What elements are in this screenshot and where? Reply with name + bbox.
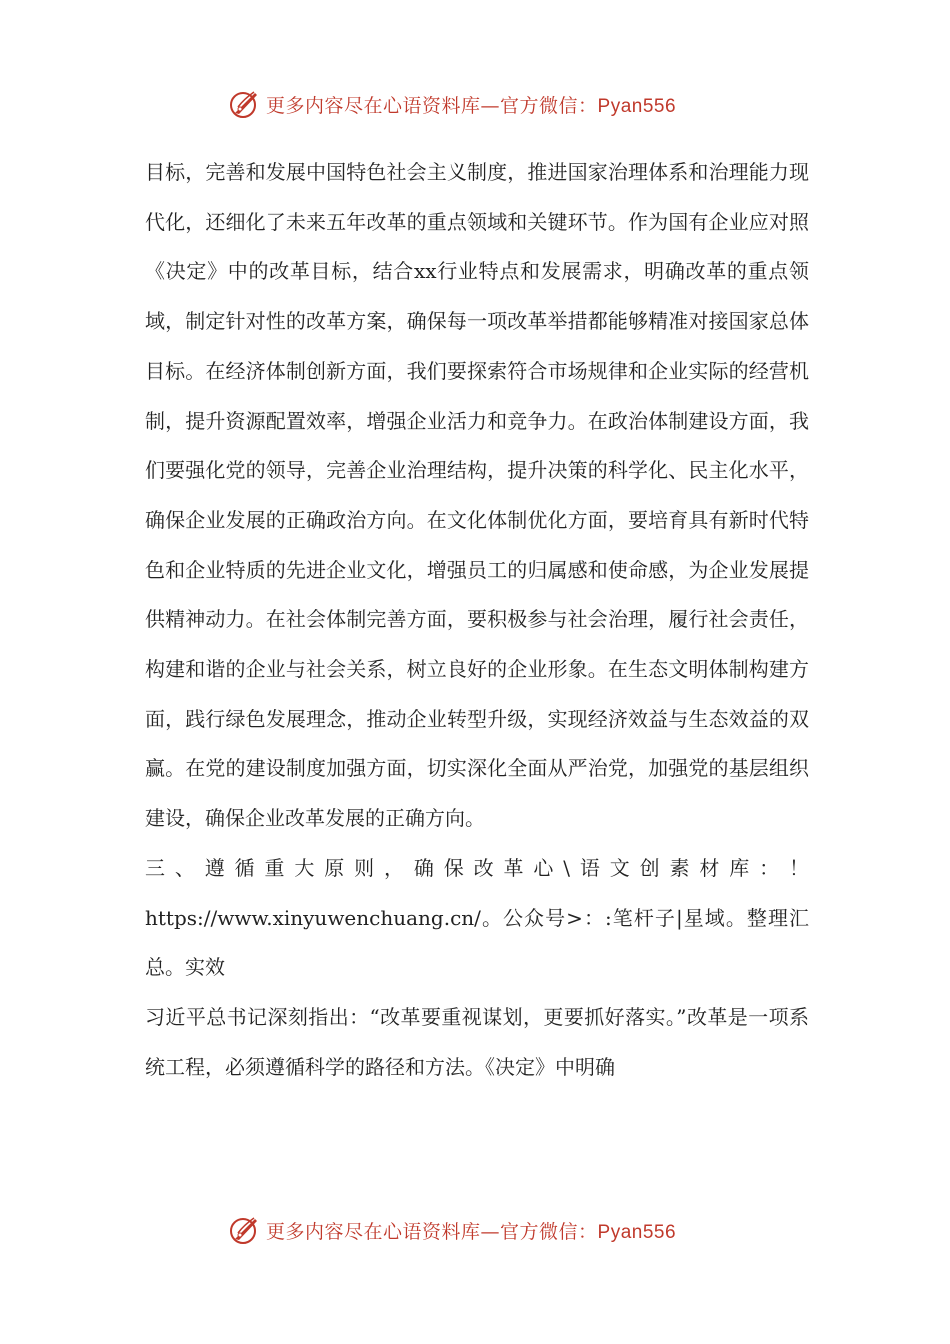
footer-wechat-id: Pyan556	[597, 1221, 677, 1243]
header-banner	[228, 84, 748, 124]
document-body	[145, 148, 809, 1092]
header-banner-text: 更多内容尽在心语资料库—官方微信：Pyan556	[266, 94, 677, 117]
body-paragraph-2: 习近平总书记深刻指出：“改革要重视谋划，更要抓好落实。”改革是一项系统工程，必须遵循科学的路径和方法。《决定》中明确	[145, 1004, 809, 1079]
footer-banner	[228, 1210, 748, 1250]
body-paragraph-1: 目标，完善和发展中国特色社会主义制度，推进国家治理体系和治理能力现代化，还细化了未来五年改革的重点领域和关键环节。作为国有企业应对照《决定》中的改革目标，结合xx行业特点和发展需求，明确改革的重点领域，制定针对性的改革方案，确保每一项改革举措都能够精准对接国家总体目标。在经济体制创新方面，我们要探索符合市场规律和企业实际的经营机制，提升资源配置效率，增强企业活力和竞争力。在政治体制建设方面，我们要强化党的领导，完善企业治理结构，提升决策的科学化、民主化水平，确保企业发展的正确政治方向。在文化体制优化方面，要培育具有新时代特色和企业特质的先进企业文化，增强员工的归属感和使命感，为企业发展提供精神动力。在社会体制完善方面，要积极参与社会治理，履行社会责任，构建和谐的企业与社会关系，树立良好的企业形象。在生态文明体制构建方面，践行绿色发展理念，推动企业转型升级，实现经济效益与生态效益的双赢。在党的建设制度加强方面，切实深化全面从严治党，加强党的基层组织建设，确保企业改革发展的正确方向。	[145, 160, 809, 831]
header-wechat-id: Pyan556	[597, 95, 677, 117]
quill-logo-icon	[228, 1213, 262, 1247]
quill-logo-icon	[228, 87, 262, 121]
section-heading-3: 三、遵循重大原则，确保改革心\语文创素材库：！https://www.xinyuwenchuang.cn/。公众号>：:笔杆子|星域。整理汇总。实效	[145, 855, 809, 980]
footer-banner-text: 更多内容尽在心语资料库—官方微信：Pyan556	[266, 1220, 677, 1243]
